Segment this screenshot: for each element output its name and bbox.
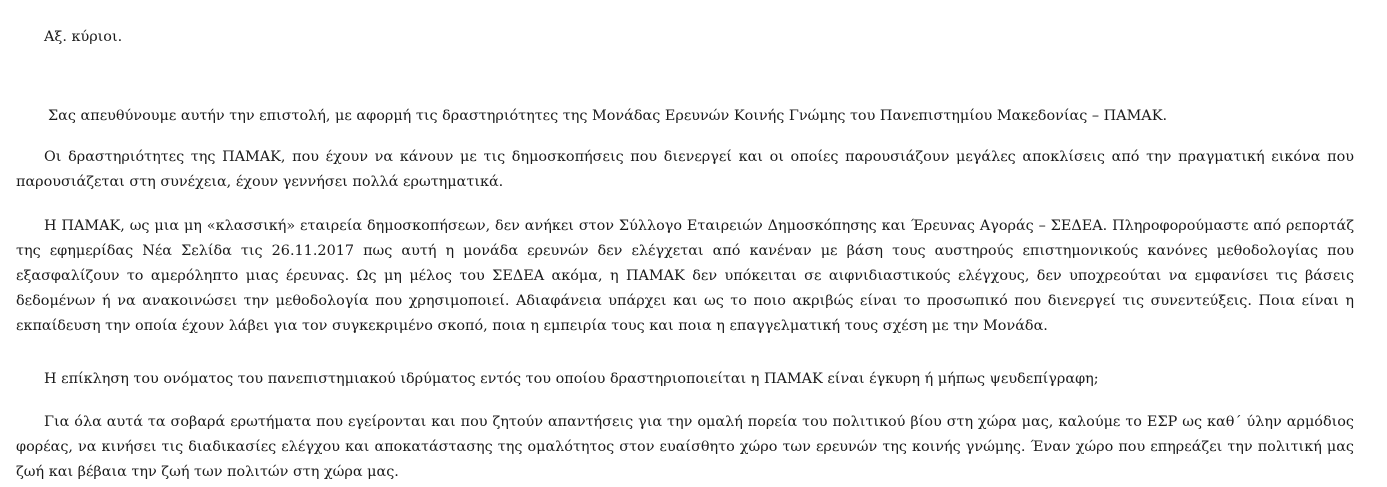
greeting: Αξ. κύριοι. bbox=[44, 29, 123, 45]
paragraph-sedea: Η ΠΑΜΑΚ, ως μια μη «κλασσική» εταιρεία δημοσκοπήσεων, δεν ανήκει στον Σύλλογο Εταιρειών Δημοσκόπησης και Έρευνας Αγοράς – ΣΕΔΕΑ. Πληροφορούμαστε από ρεπορτάζ της εφημερίδας Νέα Σελίδα τις 26.11.2017 πως αυτή η μονάδα ερευνών δεν ελέγχεται από κανέναν με βάση τους αυστηρούς επιστημονικούς κανόνες μεθοδολογίας που εξασφαλίζουν το αμερόληπτο μιας έρευνας. Ως μη μέλος του ΣΕΔΕΑ ακόμα, η ΠΑΜΑΚ δεν υπόκειται σε αιφνιδιαστικούς ελέγχους, δεν υποχρεούται να εμφανίσει τις βάσεις δεδομένων ή να ανακοινώσει την μεθοδολογία που χρησιμοποιεί. Αδιαφάνεια υπάρχει και ως το ποιο ακριβώς είναι το προσωπικό που διενεργεί τις συνεντεύξεις. Ποια είναι η εκπαίδευση την οποία έχουν λάβει για τον συγκεκριμένο σκοπό, ποια η εμπειρία τους και ποια η επαγγελματική τους σχέση με την Μονάδα. bbox=[16, 218, 1354, 335]
paragraph-intro: Σας απευθύνουμε αυτήν την επιστολή, με αφορμή τις δραστηριότητες της Μονάδας Ερευνών Κοινής Γνώμης του Πανεπιστημίου Μακεδονίας – ΠΑΜΑΚ. bbox=[48, 108, 1168, 125]
paragraph-university-name: Η επίκληση του ονόματος του πανεπιστημιακού ιδρύματος εντός του οποίου δραστηριοποιείται η ΠΑΜΑΚ είναι έγκυρη ή μήπως ψευδεπίγραφη; bbox=[44, 371, 1099, 388]
paragraph-questions: Οι δραστηριότητες της ΠΑΜΑΚ, που έχουν να κάνουν με τις δημοσκοπήσεις που διενεργεί και οι οποίες παρουσιάζουν μεγάλες αποκλίσεις από την πραγματική εικόνα που παρουσιάζεται στη συνέχεια, έχουν γεννήσει πολλά ερωτηματικά. bbox=[16, 149, 1354, 191]
paragraph-request: Για όλα αυτά τα σοβαρά ερωτήματα που εγείρονται και που ζητούν απαντήσεις για την ομαλή πορεία του πολιτικού βίου στη χώρα μας, καλούμε το ΕΣΡ ως καθ΄ ύλην αρμόδιος φορέας, να κινήσει τις διαδικασίες ελέγχου και αποκατάστασης της ομαλότητος στον ευαίσθητο χώρο των ερευνών της κοινής γνώμης. Έναν χώρο που επηρεάζει την πολιτική μας ζωή και βέβαια την ζωή των πολιτών στη χώρα μας. bbox=[16, 414, 1354, 481]
